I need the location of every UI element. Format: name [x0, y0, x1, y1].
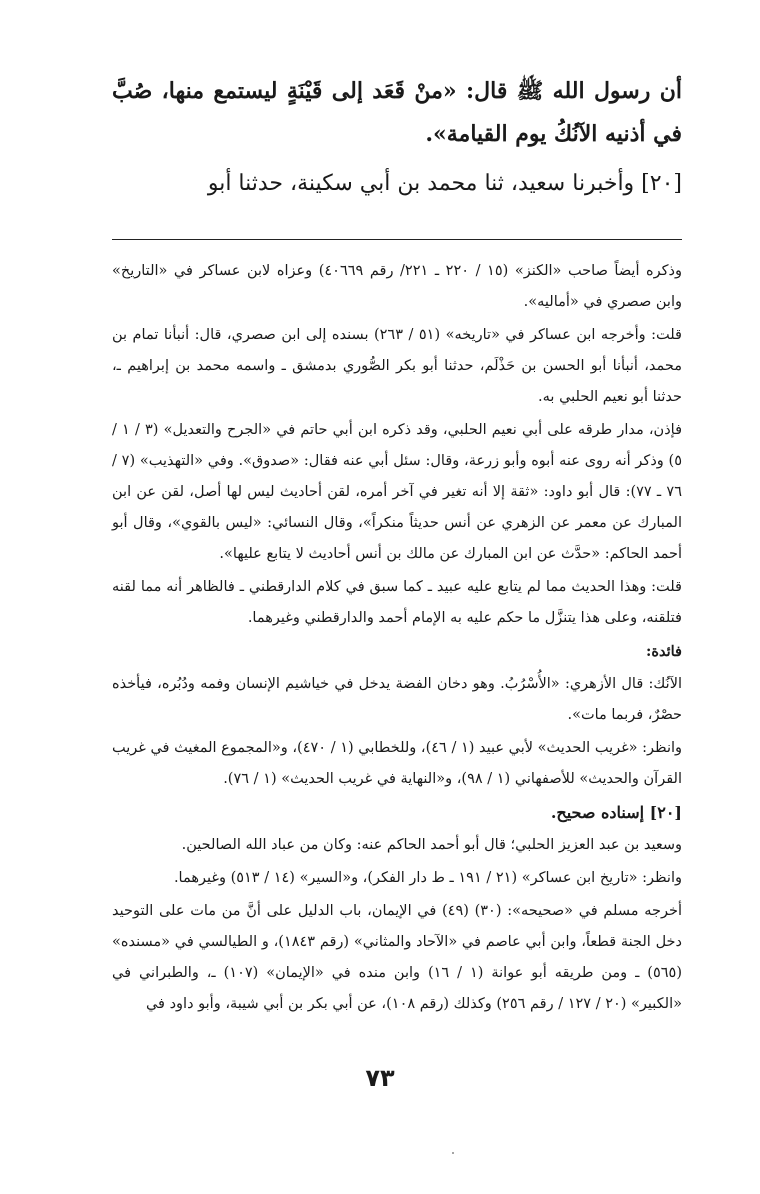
page-number: ٧٣	[365, 1064, 395, 1092]
footnote-paragraph: فإذن، مدار طرقه على أبي نعيم الحلبي، وقد ذكره ابن أبي حاتم في «الجرح والتعديل» (٣ / ١ / ٥) وذكر أنه روى عنه أبوه وأبو زرعة، وقال: سئل أبي عنه فقال: «صدوق». وفي «التهذيب» (٧ / ٧٦ ـ ٧٧): قال أبو داود: «ثقة إلا أنه تغير في آخر أمره، لقن أحاديث ليس لها أصل، لقن عن ابن المبارك عن معمر عن الزهري عن أنس حديثاً منكراً»، وقال النسائي: «ليس بالقوي»، وقال أبو أحمد الحاكم: «حدَّث عن ابن المبارك عن مالك بن أنس أحاديث لا يتابع عليها».	[112, 422, 682, 562]
hadith-20-opening: [٢٠] وأخبرنا سعيد، ثنا محمد بن أبي سكينة، حدثنا أبو	[207, 171, 682, 196]
main-text	[112, 70, 682, 205]
note-20-takhrij: أخرجه مسلم في «صحيحه»: (٣٠) (٤٩) في الإيمان، باب الدليل على أنَّ من مات على التوحيد دخل الجنة قطعاً، وابن أبي عاصم في «الآحاد والمثاني» (رقم ١٨٤٣)، و الطيالسي في «مسنده» (٥٦٥) ـ ومن طريقه أبو عوانة (١ / ١٦) وابن منده في «الإيمان» (١٠٧) ـ، والطبراني في «الكبير» (٢٠ / ١٢٧ / رقم ٢٥٦) وكذلك (رقم ١٠٨)، عن أبي بكر بن أبي شيبة، وأبو داود في	[112, 903, 682, 1012]
footnotes	[112, 256, 682, 1020]
note-20-heading: [٢٠] إسناده صحيح.	[550, 803, 682, 822]
faida-text: الآنُك: قال الأزهري: «الأُسْرُبُ. وهو دخان الفضة يدخل في خياشيم الإنسان وفمه ودُبُره، فيأخذه حصْرٌ، فربما مات».	[112, 676, 682, 723]
faida-references: وانظر: «غريب الحديث» لأبي عبيد (١ / ٤٦)، وللخطابي (١ / ٤٧٠)، و«المجموع المغيث في غريب القرآن والحديث» للأصفهاني (١ / ٩٨)، و«النهاية في غريب الحديث» (١ / ٧٦).	[112, 740, 683, 787]
footnote-paragraph: وذكره أيضاً صاحب «الكنز» (١٥ / ٢٢٠ ـ ٢٢١/ رقم ٤٠٦٦٩) وعزاه لابن عساكر في «التاريخ» وابن صصري في «أماليه».	[112, 263, 683, 310]
footnote-divider	[112, 239, 682, 240]
scan-speck	[452, 1152, 454, 1154]
footnote-paragraph: قلت: وهذا الحديث مما لم يتابع عليه عبيد ـ كما سبق في كلام الدارقطني ـ فالظاهر أنه مما لقنه فتلقنه، وعلى هذا يتنزَّل ما حكم عليه به الإمام أحمد والدارقطني وغيرهما.	[112, 579, 682, 626]
note-20-references: وانظر: «تاريخ ابن عساكر» (٢١ / ١٩١ ـ ط دار الفكر)، و«السير» (١٤ / ٥١٣) وغيرهما.	[173, 870, 682, 886]
faida-heading: فائدة:	[646, 643, 682, 660]
footnote-paragraph: قلت: وأخرجه ابن عساكر في «تاريخه» (٥١ / ٢٦٣) بسنده إلى ابن صصري، قال: أنبأنا تمام بن محمد، أنبأنا أبو الحسن بن حَذْلَم، حدثنا أبو بكر الصُّوري بدمشق ـ واسمه محمد بن إبراهيم ـ، حدثنا أبو نعيم الحلبي به.	[112, 327, 682, 405]
hadith-text: أن رسول الله ﷺ قال: «منْ قَعَد إلى قَيْنَةٍ ليستمع منها، صُبَّ في أذنيه الآنُكُ يوم القيامة».	[112, 78, 682, 147]
note-20-text: وسعيد بن عبد العزيز الحلبي؛ قال أبو أحمد الحاكم عنه: وكان من عباد الله الصالحين.	[181, 837, 682, 853]
page-content	[112, 70, 682, 1020]
